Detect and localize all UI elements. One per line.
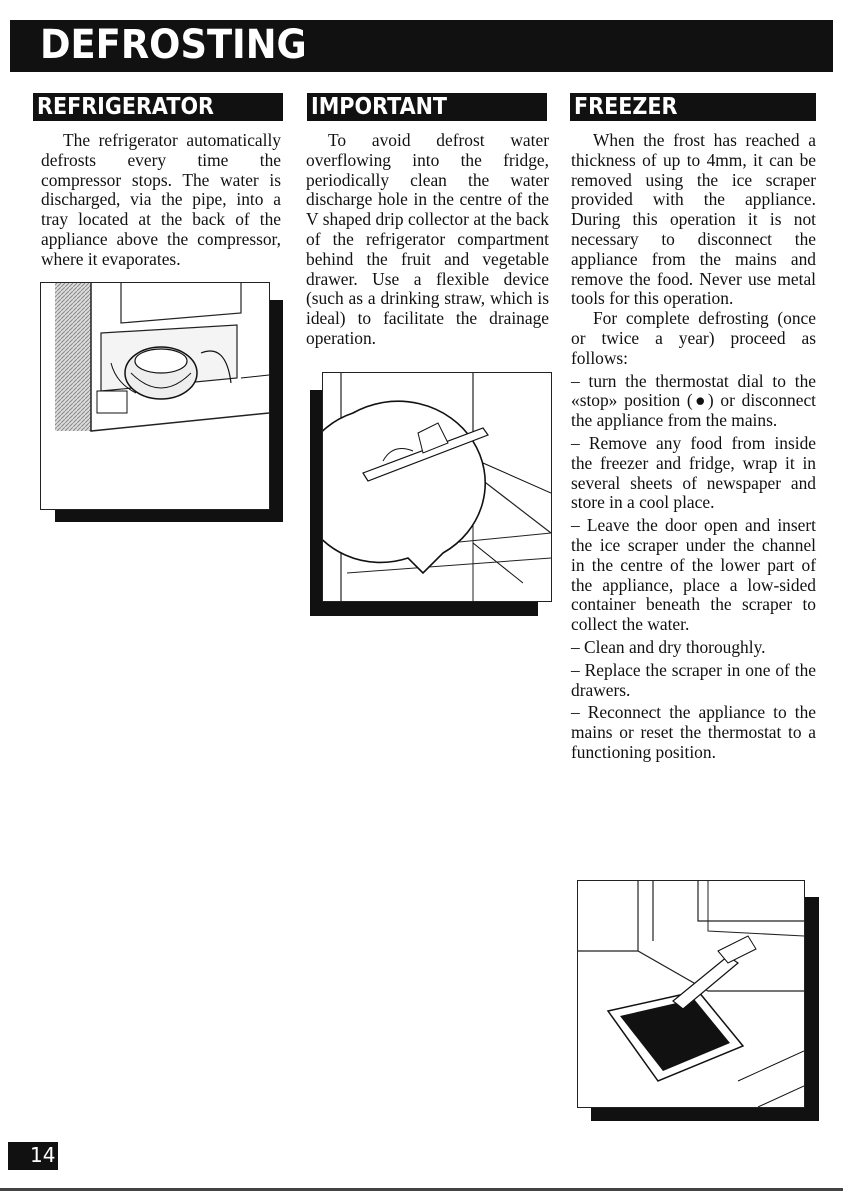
freezer-drawing — [578, 881, 804, 1107]
page-title: DEFROSTING — [40, 22, 307, 68]
compressor-illustration — [40, 282, 270, 510]
drain-hole-cleaning-illustration — [322, 372, 552, 602]
freezer-intro2: For complete defrosting (once or twice a year) proceed as follows: — [571, 308, 816, 368]
freezer-step: – turn the thermostat dial to the «stop» position (●) or disconnect the appliance from the mains. — [571, 370, 816, 431]
refrigerator-paragraph: The refrigerator automatically defrosts every time the compressor stops. The water is discharged, via the pipe, into a tray located at the back of the appliance above the compressor, where it evaporates. — [41, 131, 281, 269]
page-number-box — [8, 1142, 58, 1170]
freezer-step: – Leave the door open and insert the ice scraper under the channel in the centre of the lower part of the appliance, place a low-sided container beneath the scraper to collect the water. — [571, 515, 816, 635]
important-text — [306, 131, 549, 349]
compressor-drawing — [41, 283, 269, 509]
freezer-step: – Remove any food from inside the freezer and fridge, wrap it in several sheets of newspaper and store in a cool place. — [571, 432, 816, 513]
page-number: 14 — [30, 1143, 56, 1167]
refrigerator-heading: REFRIGERATOR — [37, 94, 215, 120]
ice-scraper-tray-illustration — [577, 880, 805, 1108]
freezer-step: – Clean and dry thoroughly. — [571, 636, 766, 657]
refrigerator-heading-bar — [33, 93, 283, 121]
freezer-heading: FREEZER — [574, 94, 678, 120]
freezer-intro: When the frost has reached a thickness of up to 4mm, it can be removed using the ice scraper provided with the appliance. During this operation it is not necessary to disconnect the appliance from the mains and remove the food. Never use metal tools for this operation. — [571, 130, 816, 309]
refrigerator-text — [41, 131, 281, 273]
freezer-heading-bar — [570, 93, 816, 121]
page-title-bar — [10, 20, 833, 72]
important-heading-bar — [307, 93, 547, 121]
important-paragraph: To avoid defrost water overflowing into the fridge, periodically clean the water discharge hole in the centre of the V shaped drip collector at the back of the refrigerator compartment behind the fruit and vegetable drawer. Use a flexible device (such as a drinking straw, which is ideal) to facilitate the drainage operation. — [306, 130, 549, 348]
drain-drawing — [323, 373, 551, 601]
freezer-step: – Replace the scraper in one of the drawers. — [571, 659, 816, 700]
important-heading: IMPORTANT — [311, 94, 448, 120]
freezer-text — [571, 131, 816, 763]
freezer-step: – Reconnect the appliance to the mains or reset the thermostat to a functioning position. — [571, 702, 816, 762]
